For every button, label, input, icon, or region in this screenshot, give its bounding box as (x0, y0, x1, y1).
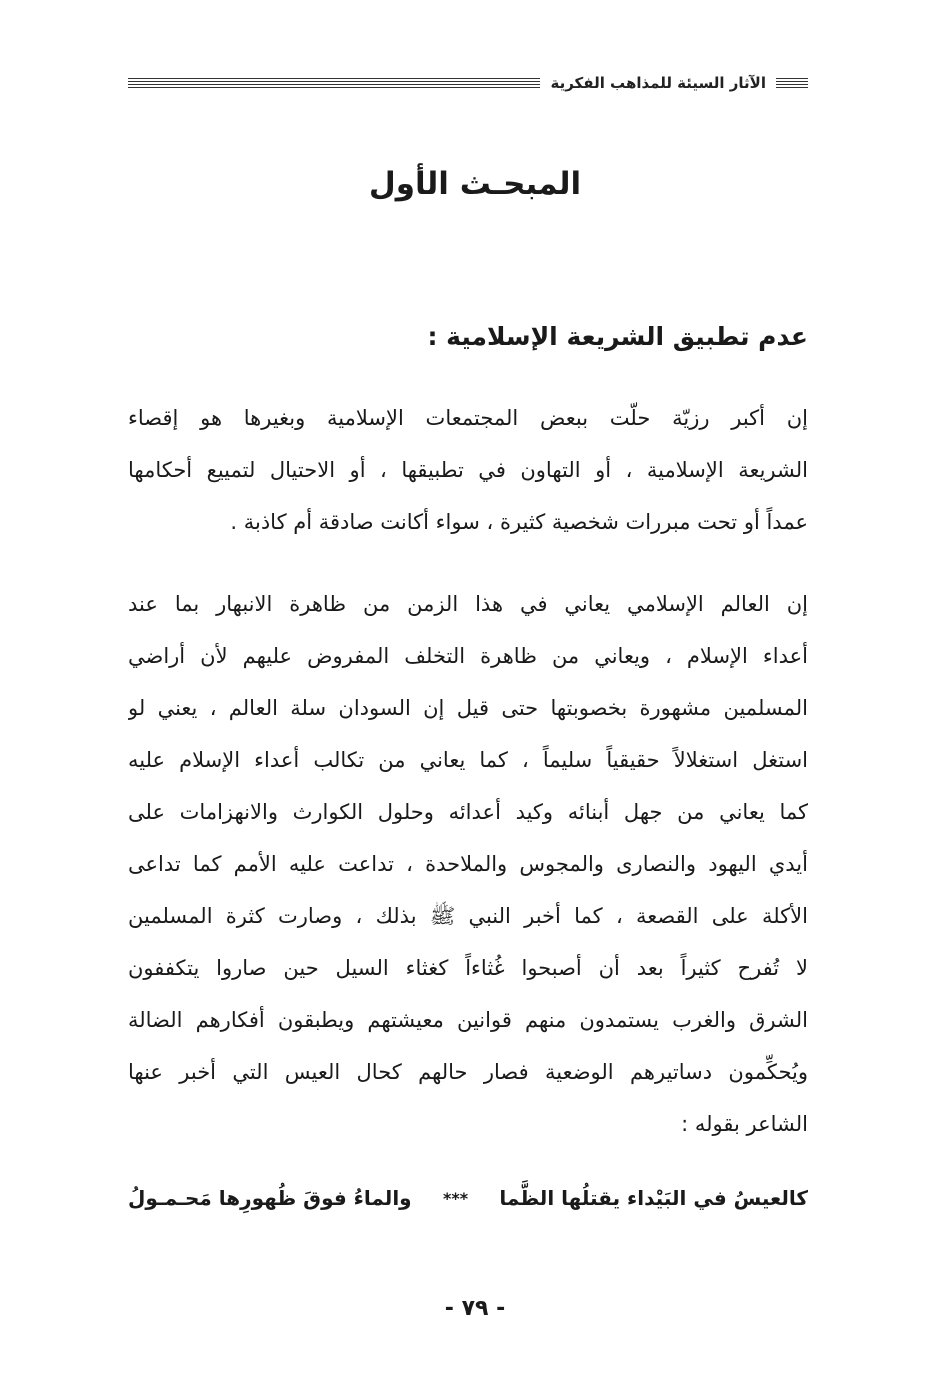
text-line: إن العالم الإسلامي يعاني في هذا الزمن من ظاهرة الانبهار بما عند (128, 592, 808, 616)
header-rule-right (776, 78, 808, 89)
text-line: كما يعاني من جهل أبنائه وكيد أعدائه وحلول الكوارث والانهزامات على (128, 800, 808, 824)
text-line: ويُحكِّمون دساتيرهم الوضعية فصار حالهم كحال العيس التي أخبر عنها (128, 1060, 808, 1084)
subheading: عدم تطبيق الشريعة الإسلامية : (427, 322, 808, 351)
paragraph-1 (128, 392, 808, 548)
poem-first-hemistich: كالعيسُ في البَيْداء يقتلُها الظَّما (499, 1186, 808, 1210)
paragraph-2 (128, 578, 808, 1150)
section-title: المبحـث الأول (368, 166, 582, 202)
text-line: عمداً أو تحت مبررات شخصية كثيرة ، سواء أكانت صادقة أم كاذبة . (230, 510, 808, 534)
text-line: الشاعر بقوله : (681, 1112, 808, 1136)
poem-second-hemistich: والماءُ فوقَ ظُهورِها مَحـمـولُ (128, 1186, 412, 1210)
poem-separator: *** (442, 1188, 469, 1208)
text-line: أيدي اليهود والنصارى والمجوس والملاحدة ، تداعت عليه الأمم كما تداعى (128, 852, 808, 876)
text-line: الشريعة الإسلامية ، أو التهاون في تطبيقها ، أو الاحتيال لتمييع أحكامها (128, 458, 808, 482)
text-line: استغل استغلالاً حقيقياً سليماً ، كما يعاني من تكالب أعداء الإسلام عليه (128, 748, 808, 772)
text-line: المسلمين مشهورة بخصوبتها حتى قيل إن السودان سلة العالم ، يعني لو (128, 696, 808, 720)
text-line: أعداء الإسلام ، ويعاني من ظاهرة التخلف المفروض عليهم لأن أراضي (128, 644, 808, 668)
poem-verse (128, 1186, 808, 1210)
running-header (128, 70, 808, 96)
running-title: الآثار السيئة للمذاهب الفكرية (550, 74, 766, 92)
header-rule-left (128, 78, 540, 89)
text-line: لا تُفرح كثيراً بعد أن أصبحوا غُثاءاً كغثاء السيل حين صاروا يتكففون (128, 956, 808, 980)
text-line: الشرق والغرب يستمدون منهم قوانين معيشتهم ويطبقون أفكارهم الضالة (128, 1008, 808, 1032)
text-line: الأكلة على القصعة ، كما أخبر النبي ﷺ بذلك ، وصارت كثرة المسلمين (128, 904, 808, 928)
text-line: إن أكبر رزيّة حلّت ببعض المجتمعات الإسلامية وبغيرها هو إقصاء (128, 406, 808, 430)
page-number: - ٧٩ - (444, 1296, 506, 1321)
